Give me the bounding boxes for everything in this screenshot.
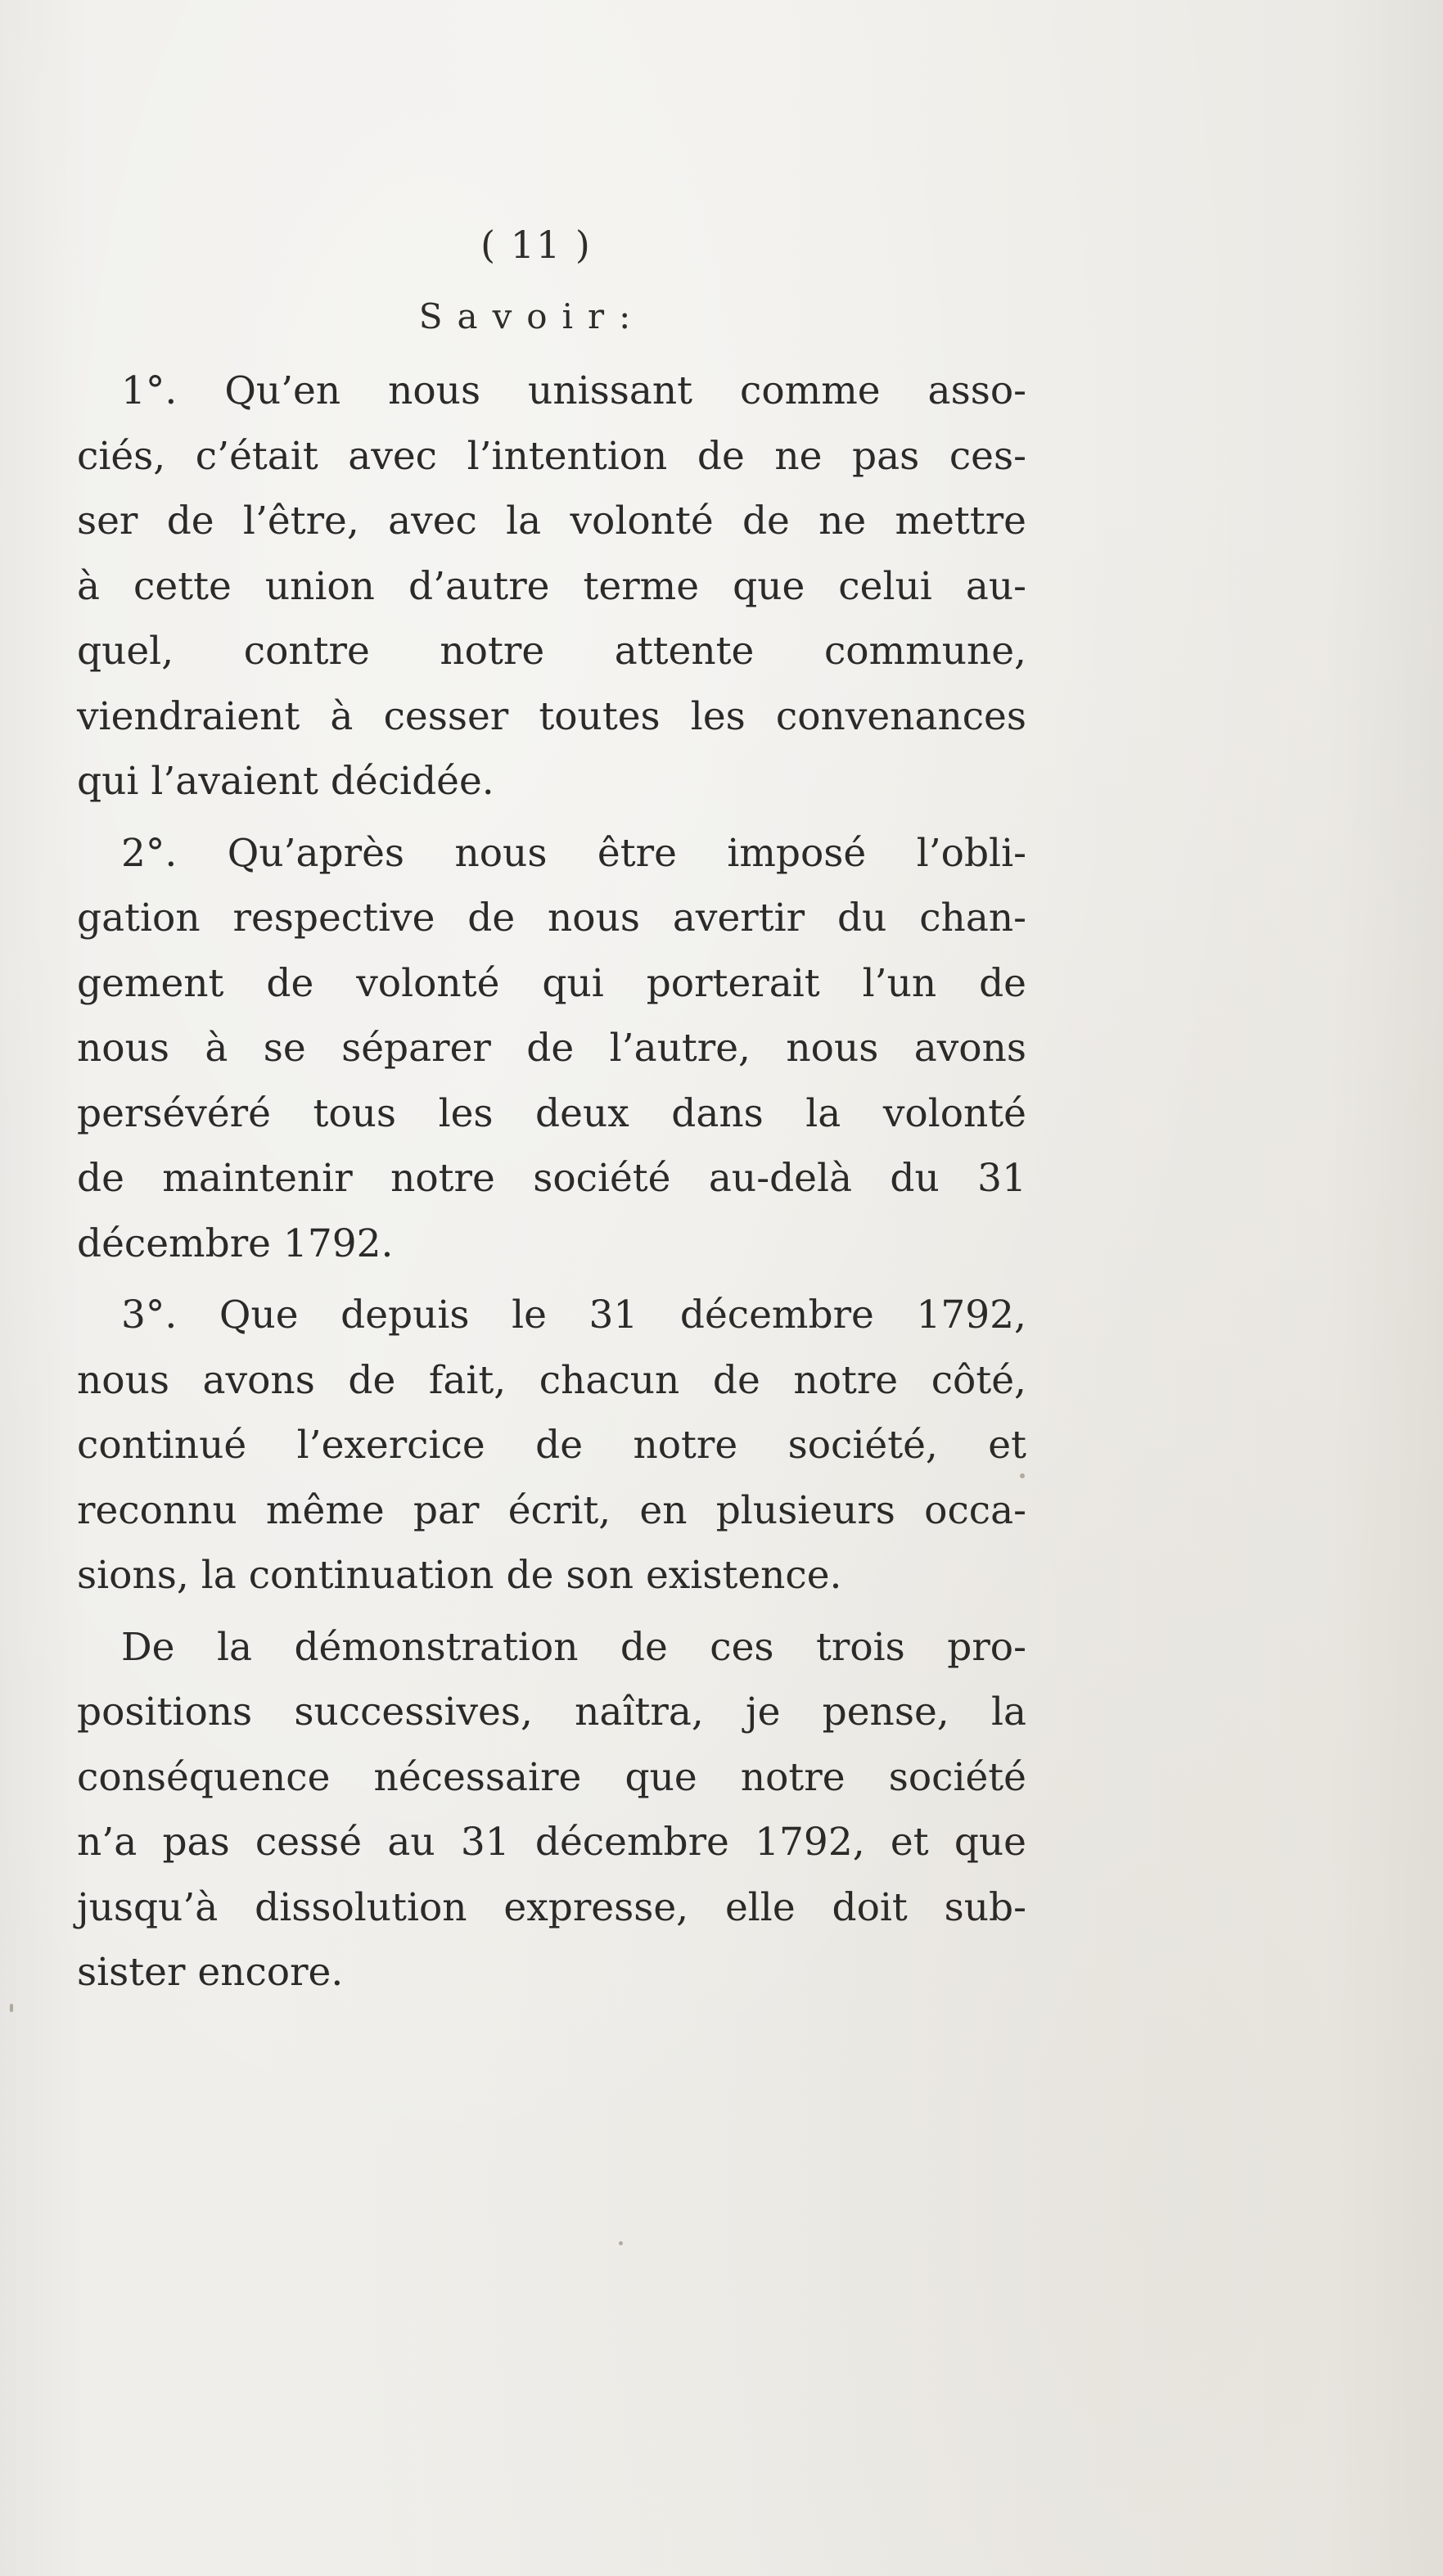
text-line: de maintenir notre société au-delà du 31 bbox=[77, 1156, 1026, 1201]
paragraph-2 bbox=[77, 821, 1026, 1277]
text-line: ciés, c’était avec l’intention de ne pas ces- bbox=[77, 433, 1026, 479]
text-line: à cette union d’autre terme que celui au- bbox=[77, 563, 1026, 609]
text-line: positions successives, naîtra, je pense, la bbox=[77, 1690, 1026, 1735]
text-line: n’a pas cessé au 31 décembre 1792, et que bbox=[77, 1820, 1026, 1865]
paragraph-3 bbox=[77, 1283, 1026, 1608]
text-line: gement de volonté qui porterait l’un de bbox=[77, 960, 1026, 1006]
text-line: De la démonstration de ces trois pro- bbox=[121, 1624, 1026, 1670]
text-line: ser de l’être, avec la volonté de ne mettre bbox=[77, 499, 1026, 544]
ink-speck bbox=[619, 2241, 623, 2245]
text-line: 1°. Qu’en nous unissant comme asso- bbox=[121, 368, 1026, 413]
text-line: jusqu’à dissolution expresse, elle doit sub- bbox=[77, 1884, 1026, 1930]
text-line: sions, la continuation de son existence. bbox=[77, 1553, 842, 1598]
ink-speck bbox=[1020, 1473, 1025, 1478]
paragraph-4 bbox=[77, 1615, 1026, 2005]
section-heading: Savoir: bbox=[418, 296, 646, 336]
text-line: 3°. Que depuis le 31 décembre 1792, bbox=[121, 1293, 1026, 1338]
text-line: continué l’exercice de notre société, et bbox=[77, 1423, 1026, 1468]
text-line: nous à se séparer de l’autre, nous avons bbox=[77, 1026, 1026, 1071]
text-line: qui l’avaient décidée. bbox=[77, 759, 494, 804]
text-line: reconnu même par écrit, en plusieurs occa- bbox=[77, 1487, 1026, 1533]
text-line: gation respective de nous avertir du chan- bbox=[77, 896, 1026, 941]
page-number: ( 11 ) bbox=[480, 223, 592, 267]
text-line: conséquence nécessaire que notre société bbox=[77, 1754, 1026, 1800]
text-line: viendraient à cesser toutes les convenances bbox=[77, 693, 1026, 739]
text-line: quel, contre notre attente commune, bbox=[77, 629, 1026, 674]
text-line: sister encore. bbox=[77, 1950, 344, 1995]
text-line: persévéré tous les deux dans la volonté bbox=[77, 1090, 1026, 1136]
text-line: nous avons de fait, chacun de notre côté, bbox=[77, 1357, 1026, 1403]
text-line: 2°. Qu’après nous être imposé l’obli- bbox=[121, 830, 1026, 876]
text-line: décembre 1792. bbox=[77, 1220, 394, 1266]
ink-speck bbox=[10, 2004, 13, 2012]
paragraph-1 bbox=[77, 359, 1026, 814]
body-text bbox=[77, 359, 1026, 2012]
